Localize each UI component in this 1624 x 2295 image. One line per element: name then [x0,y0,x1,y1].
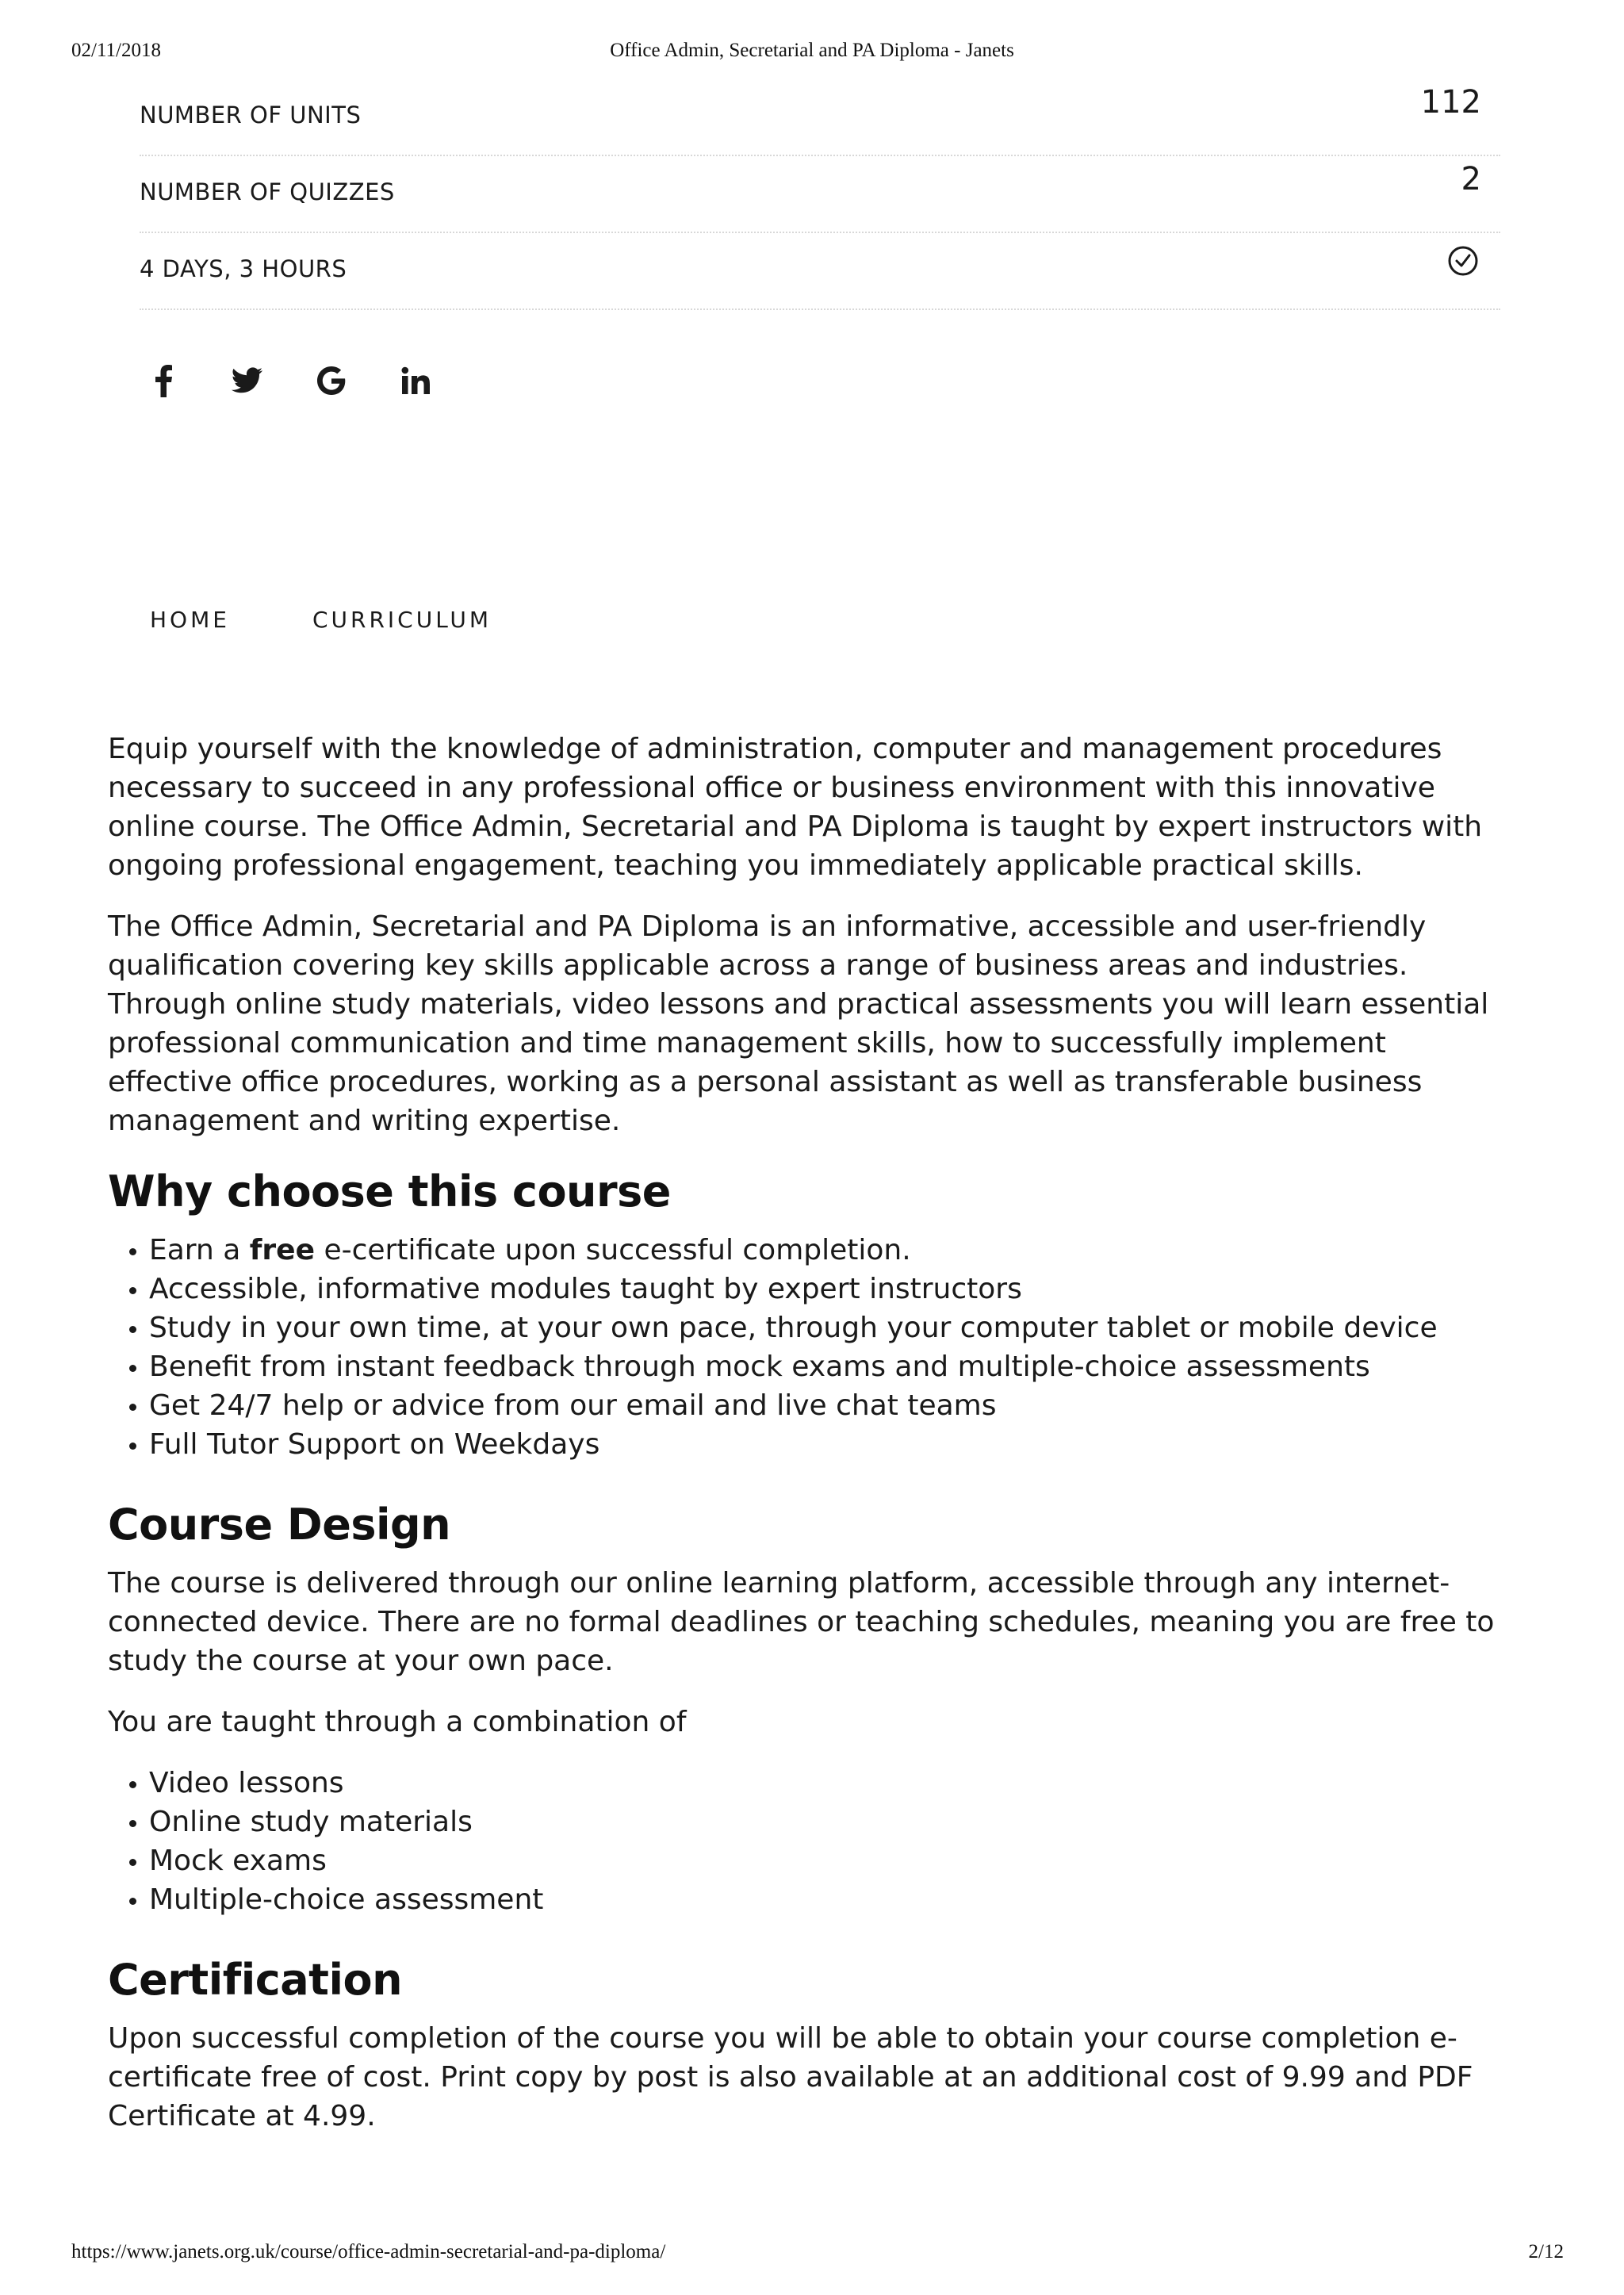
design-paragraph-1: The course is delivered through our online learning platform, accessible through any internet-connected device. There are no formal deadlines or teaching schedules, meaning you are free to study the course at your own pace. [108,1567,1495,1677]
print-date: 02/11/2018 [71,40,161,61]
print-page-number: 2/12 [1528,2241,1564,2262]
list-item: • Multiple-choice assessment [149,1880,1503,1919]
linkedin-icon[interactable] [392,357,439,404]
list-item: • Online study materials [149,1803,1503,1841]
design-paragraph-2: You are taught through a combination of [108,1706,687,1738]
list-item [149,1231,1503,1270]
duration-label: 4 DAYS, 3 HOURS [140,255,347,282]
twitter-icon[interactable] [224,357,271,404]
course-tabs [150,607,574,633]
why-item-suffix: e-certificate upon successful completion. [315,1234,911,1266]
design-heading: Course Design [108,1500,451,1550]
list-item: • Mock exams [149,1841,1503,1880]
list-item: • Study in your own time, at your own pace, through your computer tablet or mobile device [149,1308,1503,1347]
info-row-quizzes [140,156,1500,233]
units-label: NUMBER OF UNITS [140,102,362,128]
course-info-list [140,79,1500,310]
tab-home[interactable]: HOME [150,607,230,633]
why-item-strong: free [249,1234,315,1266]
print-url[interactable]: https://www.janets.org.uk/course/office-admin-secretarial-and-pa-diploma/ [71,2241,666,2262]
google-icon[interactable] [308,357,355,404]
units-value: 112 [1420,84,1481,121]
quizzes-value: 2 [1461,161,1481,197]
clock-check-icon [1446,244,1480,278]
why-list [108,1231,1503,1464]
list-item: • Get 24/7 help or advice from our email and live chat teams [149,1386,1503,1425]
certification-heading: Certification [108,1955,403,2005]
print-footer [0,2241,1624,2268]
design-list [108,1764,1503,1919]
list-item: • Full Tutor Support on Weekdays [149,1425,1503,1464]
info-row-units [140,79,1500,156]
social-share [140,349,476,412]
facebook-icon[interactable] [140,357,187,404]
list-item: • Video lessons [149,1764,1503,1803]
why-item-prefix: Earn a [149,1234,250,1266]
intro-paragraph-2: The Office Admin, Secretarial and PA Diploma is an informative, accessible and user-friendly qualification covering key skills applicable across a range of business areas and industries. Through online study materials, video lessons and practical assessments you will learn essential professional communication and time management skills, how to successfully implement effective office procedures, working as a personal assistant as well as transferable business management and writing expertise. [108,910,1489,1137]
quizzes-label: NUMBER OF QUIZZES [140,178,395,205]
course-description [108,730,1503,2158]
why-heading: Why choose this course [108,1167,671,1216]
print-title: Office Admin, Secretarial and PA Diploma - Janets [610,40,1014,61]
print-header [0,40,1624,67]
intro-paragraph-1: Equip yourself with the knowledge of administration, computer and management procedures necessary to succeed in any professional office or business environment with this innovative online course. The Office Admin, Secretarial and PA Diploma is taught by expert instructors with ongoing professional engagement, teaching you immediately applicable practical skills. [108,733,1483,882]
list-item: • Accessible, informative modules taught by expert instructors [149,1270,1503,1308]
tab-curriculum[interactable]: CURRICULUM [312,607,492,633]
certification-paragraph: Upon successful completion of the course you will be able to obtain your course completion e-certificate free of cost. Print copy by post is also available at an additional cost of 9.99 and PDF Certificate at 4.99. [108,2022,1473,2132]
info-row-duration [140,233,1500,310]
list-item: • Benefit from instant feedback through mock exams and multiple-choice assessments [149,1347,1503,1386]
